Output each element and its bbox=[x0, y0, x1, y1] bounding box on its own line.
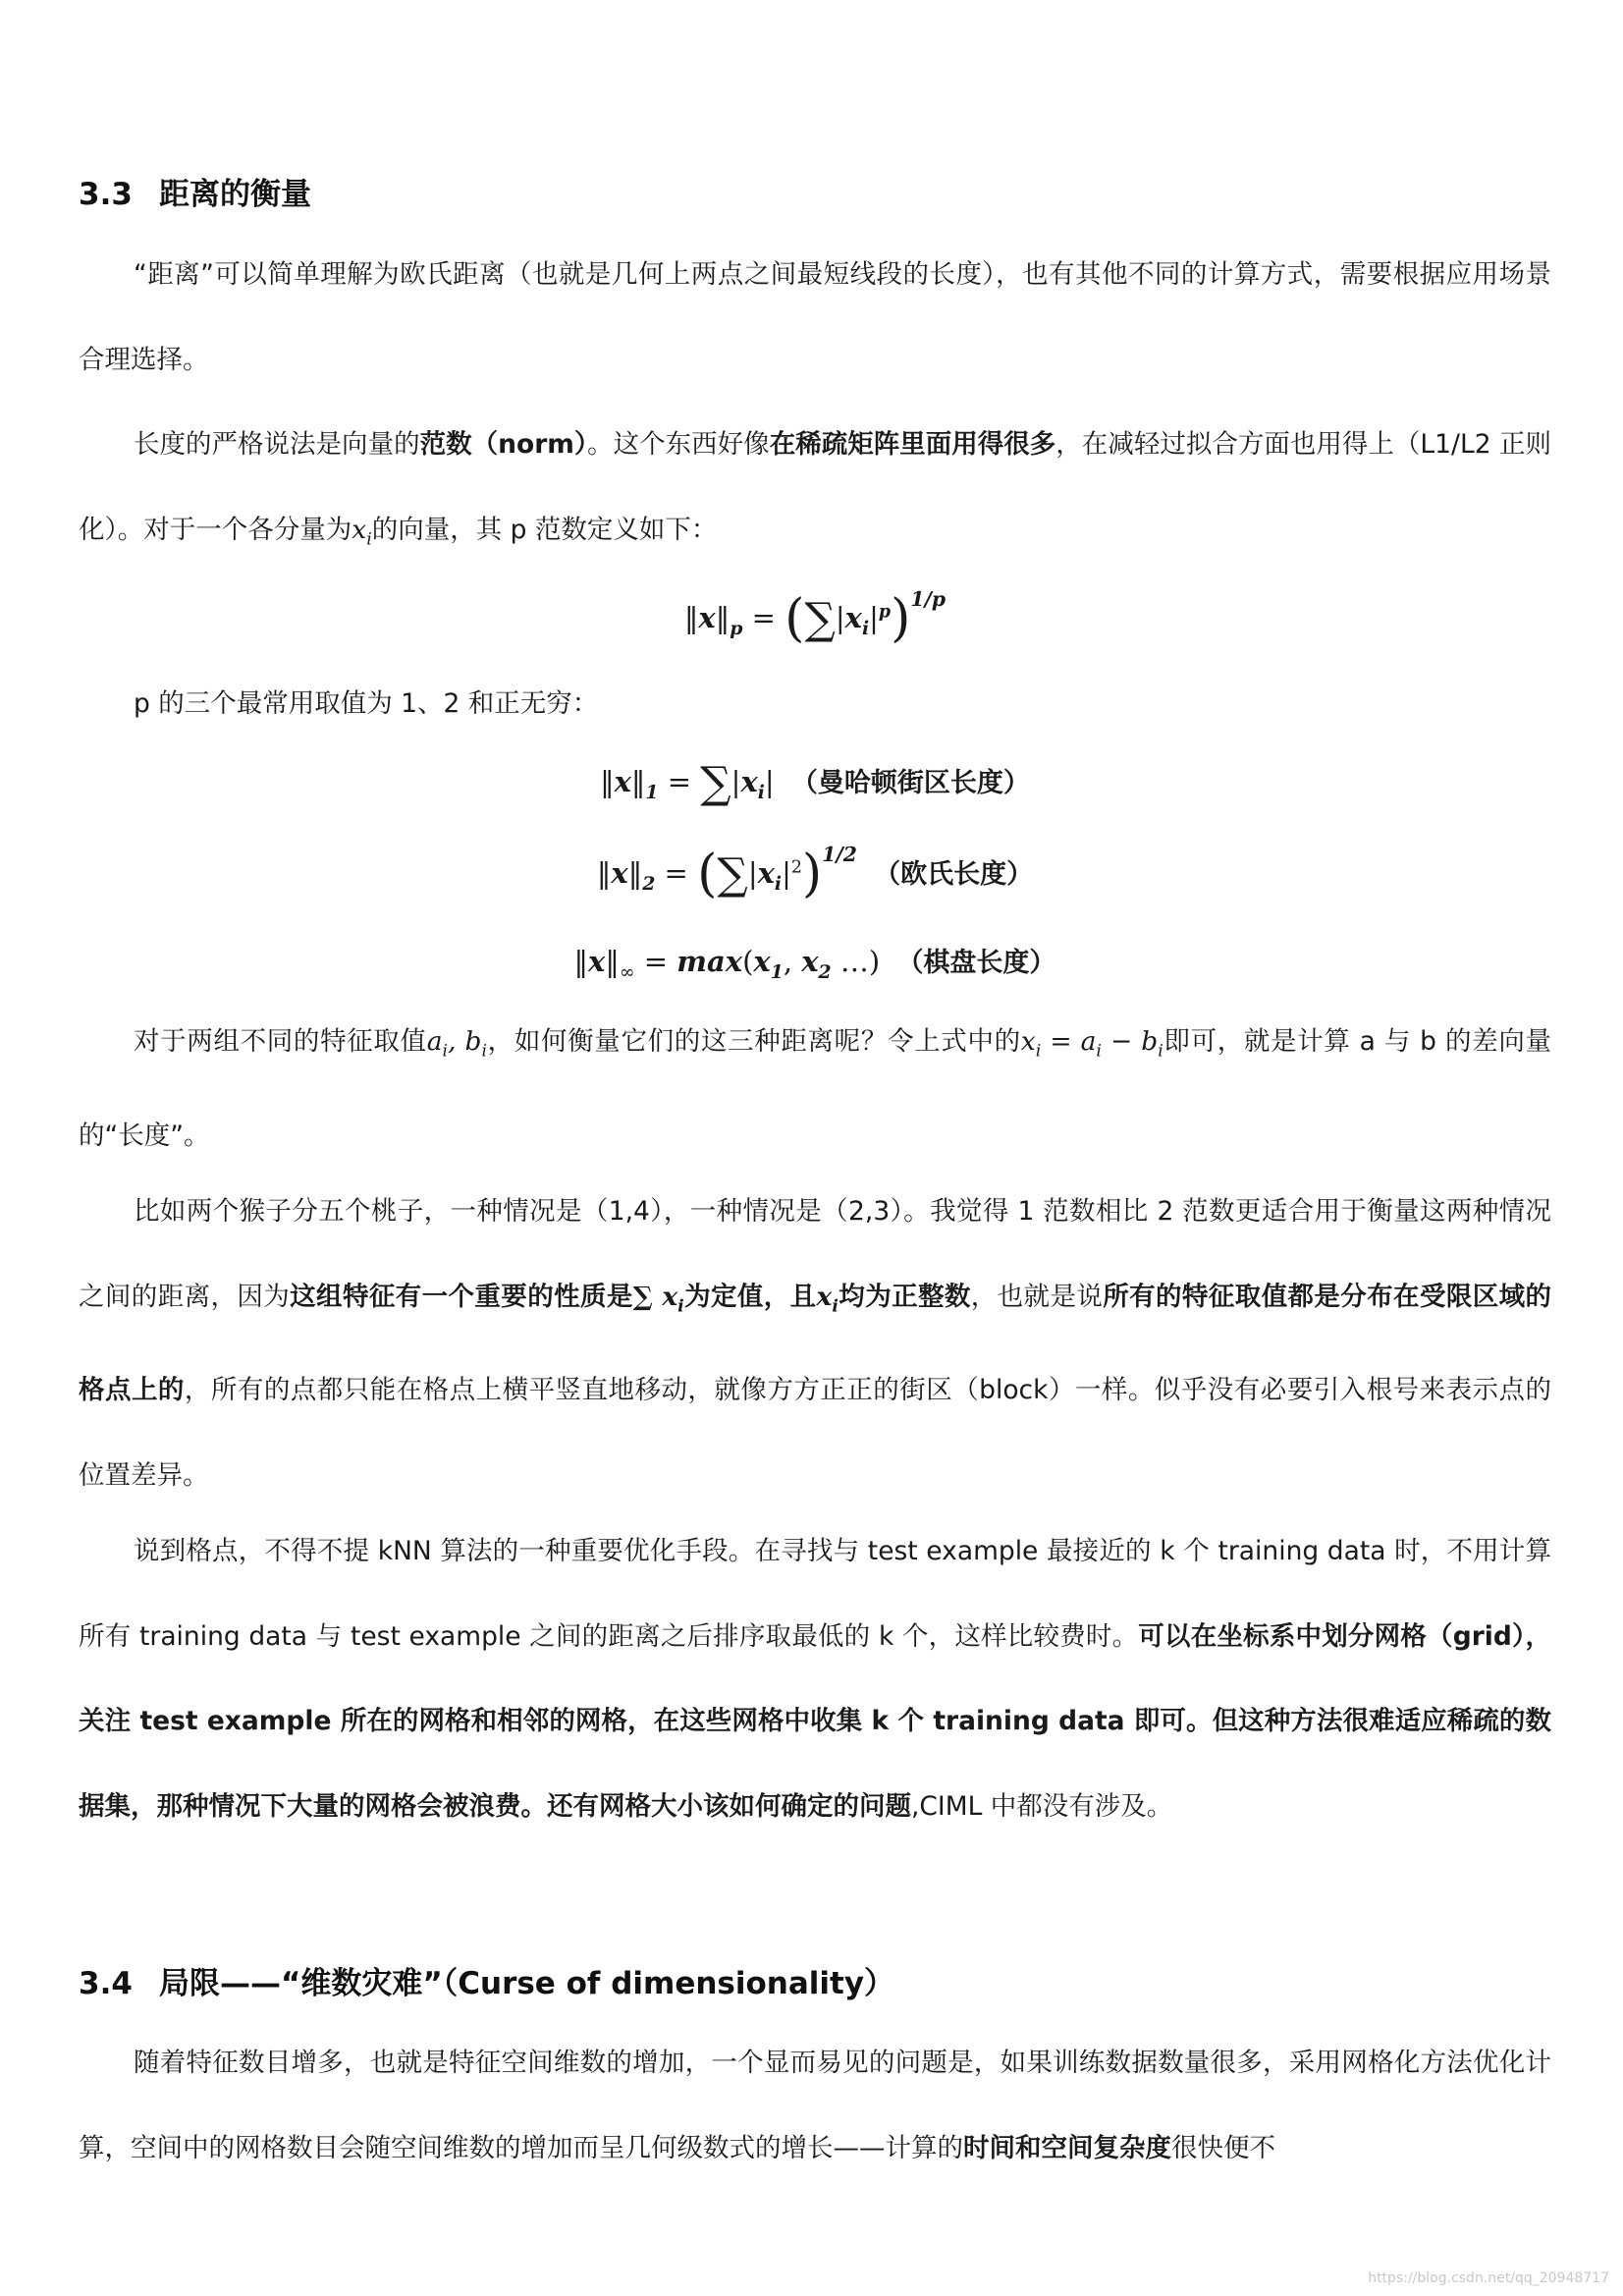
paragraph-grid-optimization: 说到格点，不得不提 kNN 算法的一种重要优化手段。在寻找与 test example 最接近的 k 个 training data 时，不用计算所有 training data 与 test example 之间的距离之后排序取最低的 k 个，这样比较费时。可以在坐标系中划分网格（grid），关注 test example 所在的网格和相邻的网格，在这些网格中收集 k 个 training data 即可。但这种方法很难适应稀疏的数据集，那种情况下大量的网格会被浪费。还有网格大小该如何确定的问题,CIML 中都没有涉及。 bbox=[79, 1536, 1551, 1822]
math-xi: $x_i$ bbox=[352, 514, 372, 549]
watermark-text: https://blog.csdn.net/qq_20948717 bbox=[1368, 2270, 1609, 2286]
math-sum-xi: ∑ $x_i$ bbox=[632, 1281, 684, 1316]
paragraph-difference-vector: 对于两组不同的特征取值$a_i$, $b_i$，如何衡量它们的这三种距离呢？令上式中的$x_i = a_i - b_i$即可，就是计算 a 与 b 的差向量的“长度”。 bbox=[79, 1026, 1551, 1151]
formula-l1-norm: $‖x‖_1 = \sum|x_i|$ （曼哈顿街区长度） bbox=[600, 758, 1030, 808]
section-number: 3.3 bbox=[79, 177, 133, 212]
paragraph-norm: 长度的严格说法是向量的范数（norm）。这个东西好像在稀疏矩阵里面用得很多，在减轻过拟合方面也用得上（L1/L2 正则化）。对于一个各分量为$x_i$的向量，其 p 范数定义如下： bbox=[79, 429, 1552, 549]
paragraph-distance-intro: “距离”可以简单理解为欧氏距离（也就是几何上两点之间最短线段的长度），也有其他不同的计算方式，需要根据应用场景合理选择。 bbox=[79, 259, 1551, 375]
formula-p-norm: $‖x‖_p = (\sum|x_i|^p)^{1/p}$ bbox=[683, 587, 947, 648]
formula-linf-norm: $‖x‖_\infty = \max(x_1$, $x_2$ …) （棋盘长度） bbox=[573, 945, 1056, 983]
formula-label-chessboard: （棋盘长度） bbox=[896, 948, 1056, 978]
math-xi-bold: $x_i$ bbox=[816, 1281, 839, 1316]
formula-label-manhattan: （曼哈顿街区长度） bbox=[790, 768, 1030, 798]
section-heading-3-4 bbox=[79, 1958, 894, 2002]
paragraph-monkey-example: 比如两个猴子分五个桃子，一种情况是（1,4），一种情况是（2,3）。我觉得 1 范数相比 2 范数更适合用于衡量这两种情况之间的距离，因为这组特征有一个重要的性质是∑ $x_i$为定值，且$x_i$均为正整数，也就是说所有的特征取值都是分布在受限区域的格点上的，所有的点都只能在格点上横平竖直地移动，就像方方正正的街区（block）一样。似乎没有必要引入根号来表示点的位置差异。 bbox=[79, 1196, 1552, 1491]
section-number: 3.4 bbox=[79, 1966, 133, 2001]
formula-l2-norm: $‖x‖_2 = (\sum|x_i|^2)^{1/2}$ （欧氏长度） bbox=[596, 843, 1034, 903]
section-heading-3-3 bbox=[79, 169, 311, 213]
math-xi-equals: $x_i = a_i - b_i$ bbox=[1020, 1026, 1163, 1062]
paragraph-curse-of-dimensionality: 随着特征数目增多，也就是特征空间维数的增加，一个显而易见的问题是，如果训练数据数量很多，采用网格化方法优化计算，空间中的网格数目会随空间维数的增加而呈几何级数式的增长——计算的时间和空间复杂度很快便不 bbox=[79, 2048, 1551, 2163]
math-ai-bi: $a_i$, $b_i$ bbox=[426, 1026, 488, 1062]
formula-label-euclidean: （欧氏长度） bbox=[874, 859, 1034, 890]
paragraph-p-values: p 的三个最常用取值为 1、2 和正无穷： bbox=[134, 688, 599, 719]
section-title: 距离的衡量 bbox=[159, 177, 311, 212]
section-title: 局限——“维数灾难”（Curse of dimensionality） bbox=[159, 1966, 895, 2001]
